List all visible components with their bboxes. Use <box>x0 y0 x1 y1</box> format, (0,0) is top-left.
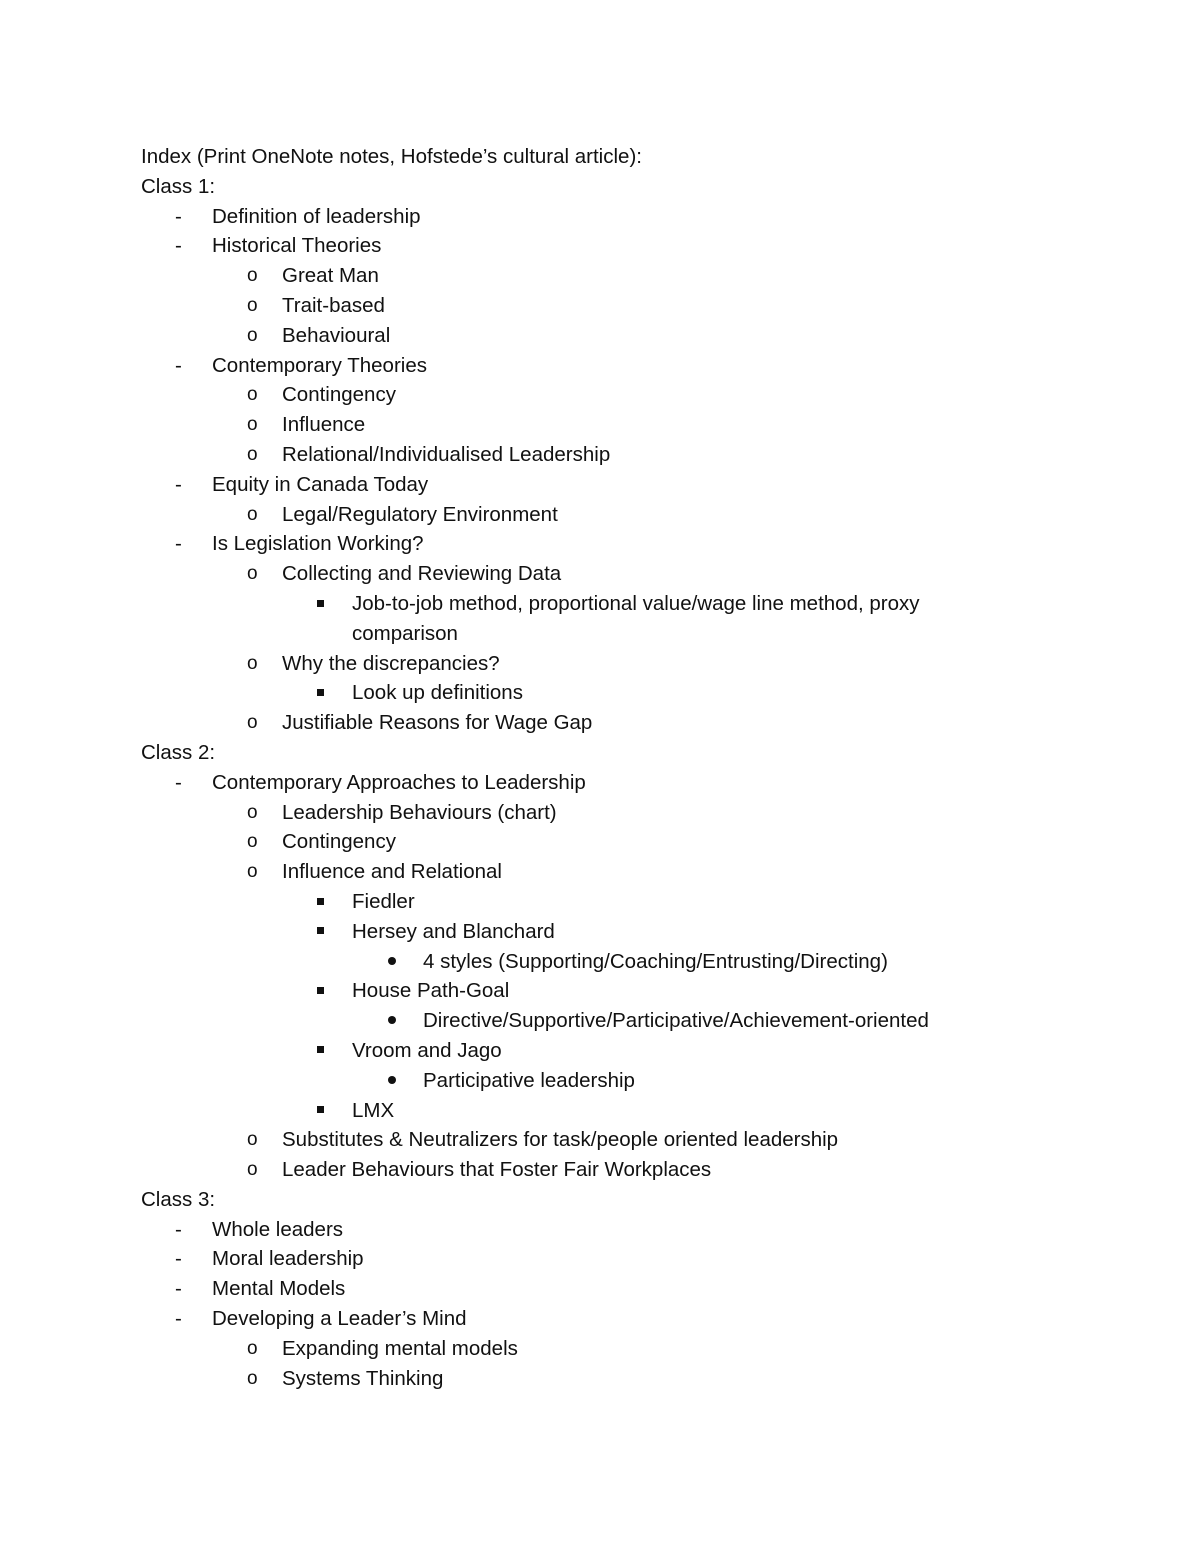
outline-item-text: Historical Theories <box>212 234 382 258</box>
outline-item-text: Justifiable Reasons for Wage Gap <box>282 711 593 735</box>
outline-item-text: Legal/Regulatory Environment <box>282 502 558 526</box>
outline-item-level2 <box>141 1155 1101 1185</box>
dash-bullet-icon: - <box>175 532 182 556</box>
outline-item-text: Collecting and Reviewing Data <box>282 562 562 586</box>
circle-bullet-icon: o <box>247 801 258 823</box>
outline-item-level2 <box>141 559 1101 589</box>
outline-item-text: Relational/Individualised Leadership <box>282 442 611 466</box>
outline-item-level3 <box>141 589 1101 649</box>
circle-bullet-icon: o <box>247 563 258 585</box>
dash-bullet-icon: - <box>175 1247 182 1271</box>
circle-bullet-icon: o <box>247 1129 258 1151</box>
outline-item-level3 <box>141 1036 1101 1066</box>
circle-bullet-icon: o <box>247 324 258 346</box>
outline-item-level2 <box>141 649 1101 679</box>
index-outline <box>141 142 1101 1393</box>
square-bullet-icon <box>317 887 324 917</box>
circle-bullet-icon: o <box>247 384 258 406</box>
outline-item-level3 <box>141 917 1101 947</box>
outline-item-level1 <box>141 1244 1101 1274</box>
outline-item-text: Moral leadership <box>212 1247 364 1271</box>
dash-bullet-icon: - <box>175 1277 182 1301</box>
outline-item-text: Influence <box>282 413 366 437</box>
outline-item-text: Leader Behaviours that Foster Fair Workplaces <box>282 1158 712 1182</box>
outline-item-level2 <box>141 321 1101 351</box>
outline-item-level1 <box>141 351 1101 381</box>
outline-item-level1 <box>141 768 1101 798</box>
outline-item-level2 <box>141 708 1101 738</box>
outline-item-text: Systems Thinking <box>282 1366 444 1390</box>
square-bullet-icon <box>317 1096 324 1126</box>
outline-item-text: Directive/Supportive/Participative/Achievement-oriented <box>423 1009 929 1033</box>
outline-item-text: Fiedler <box>352 889 415 913</box>
outline-item-text: 4 styles (Supporting/Coaching/Entrusting/Directing) <box>423 949 888 973</box>
circle-bullet-icon: o <box>247 652 258 674</box>
document-title: Index (Print OneNote notes, Hofstede’s cultural article): <box>141 145 642 168</box>
outline-item-text: Vroom and Jago <box>352 1038 502 1062</box>
outline-item-level4 <box>141 1066 1101 1096</box>
class-heading: Class 2: <box>141 740 216 764</box>
outline-item-level2 <box>141 1125 1101 1155</box>
outline-item-text: Substitutes & Neutralizers for task/people oriented leadership <box>282 1128 839 1152</box>
dash-bullet-icon: - <box>175 1217 182 1241</box>
outline-item-text: Job-to-job method, proportional value/wage line method, proxy comparison <box>352 591 920 645</box>
circle-bullet-icon: o <box>247 712 258 734</box>
outline-item-level2 <box>141 291 1101 321</box>
circle-bullet-icon: o <box>247 1337 258 1359</box>
outline-item-text: Hersey and Blanchard <box>352 919 555 943</box>
outline-item-level2 <box>141 410 1101 440</box>
square-bullet-icon <box>317 589 324 619</box>
outline-item-level2 <box>141 1364 1101 1394</box>
outline-item-text: Whole leaders <box>212 1217 344 1241</box>
outline-item-level1 <box>141 1215 1101 1245</box>
square-bullet-icon <box>317 917 324 947</box>
outline-item-text: Contemporary Theories <box>212 353 427 377</box>
outline-item-level3 <box>141 678 1101 708</box>
outline-item-level3 <box>141 976 1101 1006</box>
circle-bullet-icon: o <box>247 294 258 316</box>
outline-item-text: Developing a Leader’s Mind <box>212 1307 467 1331</box>
class-heading: Class 1: <box>141 174 216 198</box>
dash-bullet-icon: - <box>175 1307 182 1331</box>
dash-bullet-icon: - <box>175 770 182 794</box>
dash-bullet-icon: - <box>175 353 182 377</box>
circle-bullet-icon: o <box>247 414 258 436</box>
outline-item-text: LMX <box>352 1098 395 1122</box>
square-bullet-icon <box>317 976 324 1006</box>
outline-item-level4 <box>141 947 1101 977</box>
dash-bullet-icon: - <box>175 234 182 258</box>
outline-item-level1 <box>141 470 1101 500</box>
outline-item-text: Behavioural <box>282 323 391 347</box>
circle-bullet-icon: o <box>247 861 258 883</box>
square-bullet-icon <box>317 678 324 708</box>
outline-item-level3 <box>141 1096 1101 1126</box>
round-bullet-icon <box>388 947 396 977</box>
circle-bullet-icon: o <box>247 1159 258 1181</box>
outline-item-level2 <box>141 261 1101 291</box>
dash-bullet-icon: - <box>175 204 182 228</box>
circle-bullet-icon: o <box>247 503 258 525</box>
circle-bullet-icon: o <box>247 831 258 853</box>
outline-item-text: House Path-Goal <box>352 979 510 1003</box>
outline-item-text: Great Man <box>282 264 379 288</box>
outline-item-text: Influence and Relational <box>282 860 502 884</box>
outline-item-level1 <box>141 231 1101 261</box>
outline-item-text: Contemporary Approaches to Leadership <box>212 770 586 794</box>
outline-item-text: Equity in Canada Today <box>212 472 429 496</box>
outline-item-level1 <box>141 529 1101 559</box>
outline-item-level2 <box>141 827 1101 857</box>
outline-item-level1 <box>141 202 1101 232</box>
outline-item-level2 <box>141 500 1101 530</box>
outline-item-text: Trait-based <box>282 293 385 317</box>
outline-item-level2 <box>141 798 1101 828</box>
outline-item-text: Look up definitions <box>352 681 523 705</box>
outline-item-text: Contingency <box>282 830 396 854</box>
outline-item-text: Why the discrepancies? <box>282 651 500 675</box>
round-bullet-icon <box>388 1066 396 1096</box>
outline-item-level4 <box>141 1006 1101 1036</box>
dash-bullet-icon: - <box>175 472 182 496</box>
outline-item-text: Expanding mental models <box>282 1336 518 1360</box>
outline-item-level2 <box>141 857 1101 887</box>
outline-item-text: Participative leadership <box>423 1068 635 1092</box>
outline-item-text: Definition of leadership <box>212 204 421 228</box>
outline-item-level1 <box>141 1304 1101 1334</box>
outline-item-text: Contingency <box>282 383 396 407</box>
class-heading: Class 3: <box>141 1187 216 1211</box>
square-bullet-icon <box>317 1036 324 1066</box>
outline-item-level3 <box>141 887 1101 917</box>
outline-item-level2 <box>141 440 1101 470</box>
outline-item-text: Mental Models <box>212 1277 346 1301</box>
outline-item-text: Leadership Behaviours (chart) <box>282 800 557 824</box>
outline-item-level1 <box>141 1274 1101 1304</box>
outline-item-level2 <box>141 1334 1101 1364</box>
circle-bullet-icon: o <box>247 265 258 287</box>
round-bullet-icon <box>388 1006 396 1036</box>
outline-item-text: Is Legislation Working? <box>212 532 424 556</box>
circle-bullet-icon: o <box>247 443 258 465</box>
outline-item-level2 <box>141 380 1101 410</box>
circle-bullet-icon: o <box>247 1367 258 1389</box>
